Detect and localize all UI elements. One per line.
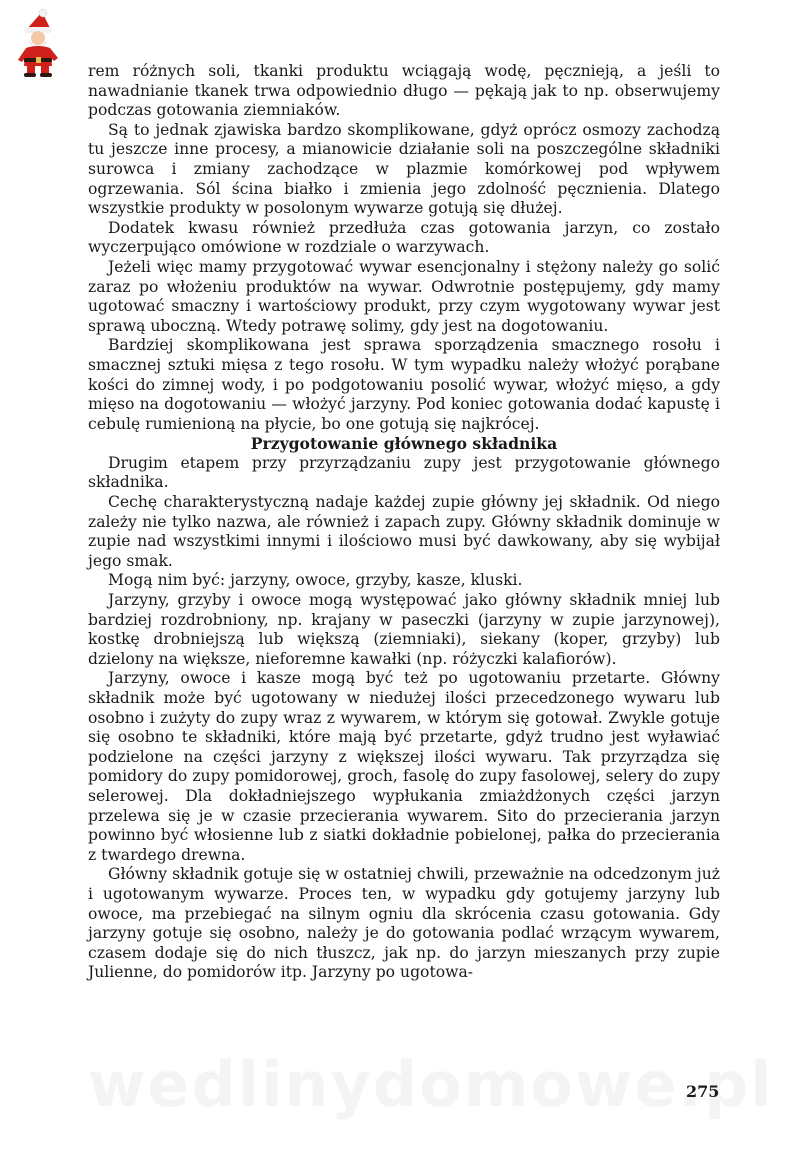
paragraph: Są to jednak zjawiska bardzo skomplikowane, gdyż oprócz osmozy zachodzą tu jeszcze inne procesy, a mianowicie działanie soli na poszczególne składniki surowca i zmiany zachodzące w plazmie komórkowej pod wpływem ogrzewania. Sól ścina białko i zmienia jego zdolność pęcznienia. Dlatego wszystkie produkty w posolonym wywarze gotują się dłużej. bbox=[88, 120, 720, 218]
page-text bbox=[88, 62, 720, 983]
paragraph: Cechę charakterystyczną nadaje każdej zupie główny jej składnik. Od niego zależy nie tylko nazwa, ale również i zapach zupy. Główny składnik dominuje w zupie nad wszystkimi innymi i ilościowo musi być dawkowany, aby się wybijał jego smak. bbox=[88, 493, 720, 570]
paragraph: Jeżeli więc mamy przygotować wywar esencjonalny i stężony należy go solić zaraz po włożeniu produktów na wywar. Odwrotnie postępujemy, gdy mamy ugotować smaczny i wartościowy produkt, przy czym wygotowany wywar jest sprawą uboczną. Wtedy potrawę solimy, gdy jest na dogotowaniu. bbox=[88, 257, 720, 335]
paragraph: Bardziej skomplikowana jest sprawa sporządzenia smacznego rosołu i smacznej sztuki mięsa z tego rosołu. W tym wypadku należy włożyć porąbane kości do zimnej wody, i po podgotowaniu posolić wywar, włożyć mięso, a gdy mięso na dogotowaniu — włożyć jarzyny. Pod koniec gotowania dodać kapustę i cebulę rumienioną na płycie, bo one gotują się najkrócej. bbox=[88, 336, 720, 433]
paragraph: Mogą nim być: jarzyny, owoce, grzyby, kasze, kluski. bbox=[108, 571, 523, 590]
paragraph: Jarzyny, owoce i kasze mogą być też po ugotowaniu przetarte. Główny składnik może być ugotowany w niedużej ilości przecedzonego wywaru lub osobno i zużyty do zupy wraz z wywarem, w którym się gotował. Zwykle gotuje się osobno te składniki, które mają być przetarte, gdyż trudno jest wyławiać podzielone na części jarzyny z większej ilości wywaru. Tak przyrządza się pomidory do zupy pomidorowej, groch, fasolę do zupy fasolowej, selery do zupy selerowej. Dla dokładniejszego wypłukania zmiażdżonych części jarzyn przelewa się je w czasie przecierania wywarem. Sito do przecierania jarzyn powinno być włosienne lub z siatki dokładnie pobielonej, pałka do przecierania z twardego drewna. bbox=[88, 669, 720, 864]
paragraph: Jarzyny, grzyby i owoce mogą występować jako główny składnik mniej lub bardziej rozdrobniony, np. krajany w paseczki (jarzyny w zupie jarzynowej), kostkę drobniejszą lub większą (ziemniaki), siekany (koper, grzyby) lub dzielony na większe, nieforemne kawałki (np. różyczki kalafiorów). bbox=[88, 591, 720, 668]
watermark bbox=[88, 1048, 728, 1121]
paragraph: Drugim etapem przy przyrządzaniu zupy jest przygotowanie głównego składnika. bbox=[88, 453, 720, 492]
paragraph: Dodatek kwasu również przedłuża czas gotowania jarzyn, co zostało wyczerpująco omówione w rozdziale o warzywach. bbox=[88, 218, 720, 257]
section-heading: Przygotowanie głównego składnika bbox=[250, 434, 558, 454]
paragraph: rem różnych soli, tkanki produktu wciągają wodę, pęcznieją, a jeśli to nawadnianie tkanek trwa odpowiednio długo — pękają jak to np. obserwujemy podczas gotowania ziemniaków. bbox=[88, 62, 720, 120]
page-number: 275 bbox=[686, 1082, 720, 1101]
paragraph: Główny składnik gotuje się w ostatniej chwili, przeważnie na odcedzonym już i ugotowanym wywarze. Proces ten, w wypadku gdy gotujemy jarzyny lub owoce, ma przebiegać na silnym ogniu dla skrócenia czasu gotowania. Gdy jarzyny gotuje się osobno, należy je do gotowania podlać wrzącym wywarem, czasem dodaje się do nich tłuszcz, jak np. do jarzyn mieszanych przy zupie Julienne, do pomidorów itp. Jarzyny po ugotowa- bbox=[88, 865, 720, 982]
santa-claus-icon bbox=[12, 8, 64, 78]
